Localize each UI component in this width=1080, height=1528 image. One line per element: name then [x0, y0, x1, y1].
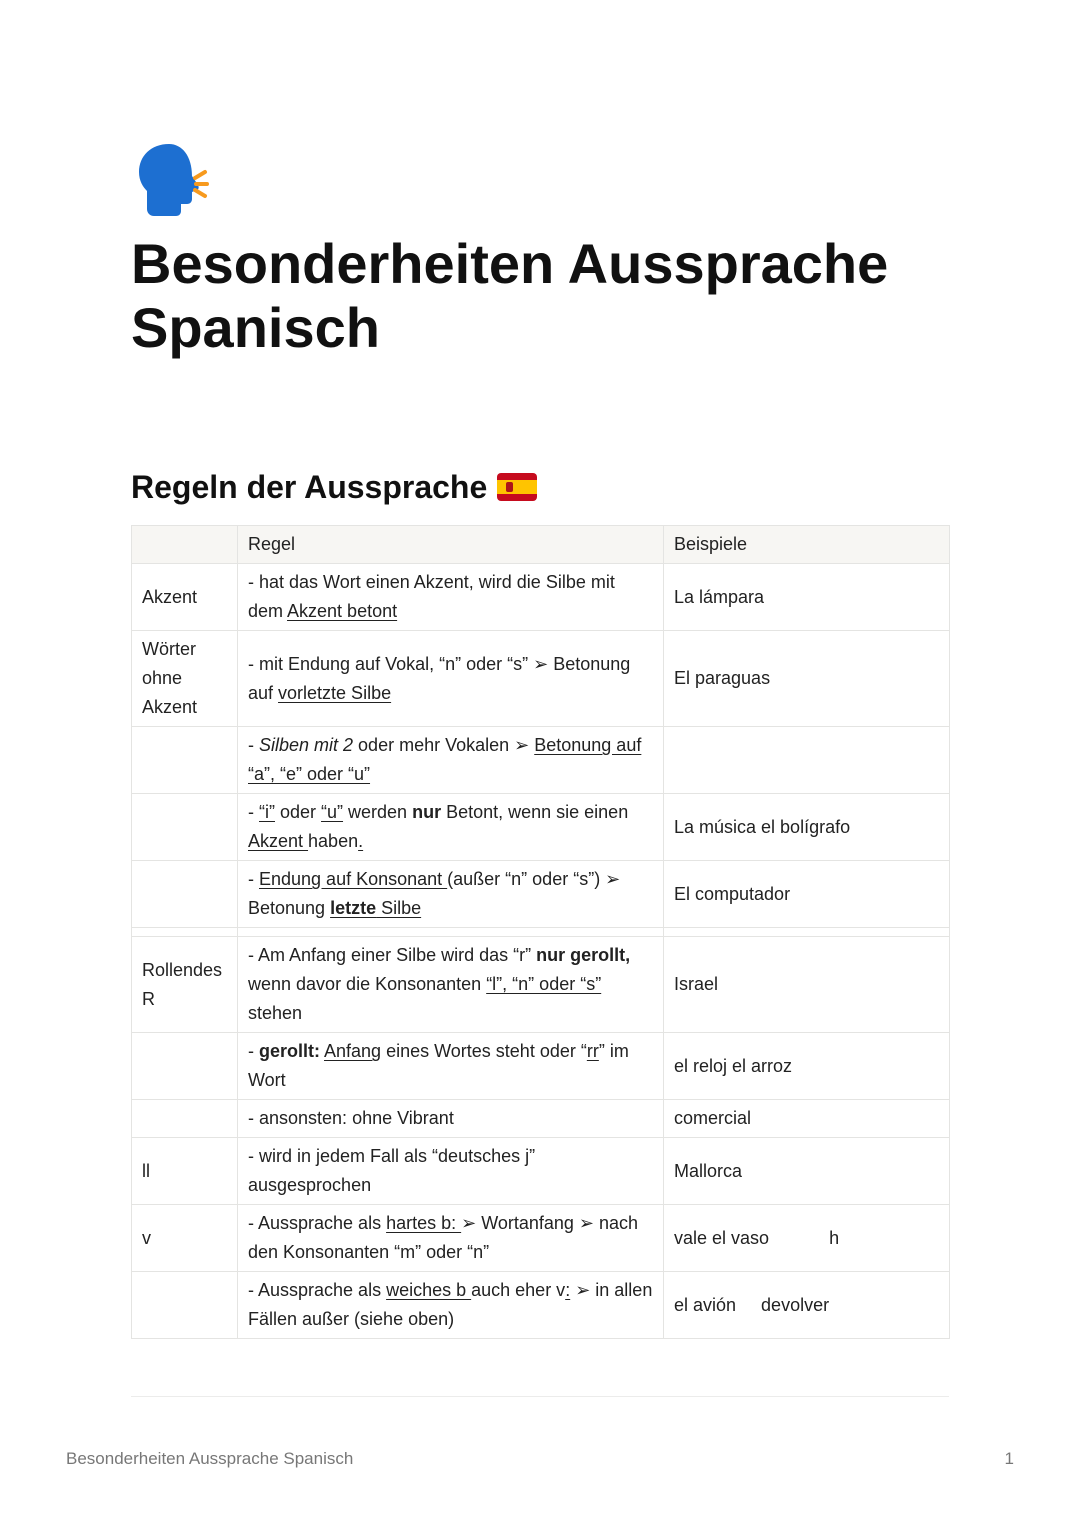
cell-rule: [238, 1100, 664, 1138]
rule-text-segment: Silbe: [376, 898, 422, 918]
header-cell-rule: Regel: [238, 526, 664, 564]
cell-label: [132, 928, 238, 937]
footer-title: Besonderheiten Aussprache Spanisch: [66, 1449, 354, 1468]
cell-label: [132, 1033, 238, 1100]
rule-text-segment: rr: [586, 1041, 599, 1061]
rule-text-segment: ” im Wort: [248, 1041, 629, 1090]
rule-text-segment: Anfang: [324, 1041, 382, 1061]
rule-text-segment: .: [358, 831, 364, 851]
header-cell-example: Beispiele: [664, 526, 950, 564]
rule-text-segment: -: [248, 1041, 259, 1061]
cell-label: ll: [132, 1138, 238, 1205]
rule-text-segment: -: [248, 802, 259, 822]
rule-text-segment: - ansonsten: ohne Vibrant: [248, 1108, 454, 1128]
rule-text-segment: Akzent: [248, 831, 309, 851]
rule-text-segment: ➢ Wortanfang ➢ nach den Konsonanten “m” oder “n”: [248, 1213, 639, 1262]
rule-text-segment: Silben mit 2: [259, 735, 354, 755]
cell-example: El paraguas: [664, 631, 950, 727]
table-spacer-row: [132, 928, 950, 937]
rule-text-segment: :: [565, 1280, 571, 1300]
rule-text-segment: stehen: [248, 1003, 303, 1023]
rule-text-segment: nur gerollt,: [536, 945, 631, 965]
rule-text-segment: wenn davor die Konsonanten: [248, 974, 487, 994]
rule-text-segment: - Am Anfang einer Silbe wird das “r”: [248, 945, 537, 965]
cell-label: [132, 1272, 238, 1339]
rule-text-segment: - Aussprache als: [248, 1280, 387, 1300]
cell-label: Wörter ohne Akzent: [132, 631, 238, 727]
cell-rule: [238, 1033, 664, 1100]
cell-rule: [238, 937, 664, 1033]
cell-rule: [238, 631, 664, 727]
section-heading: [131, 466, 537, 508]
cell-example: El computador: [664, 861, 950, 928]
rule-text-segment: haben: [308, 831, 359, 851]
section-heading-text: Regeln der Aussprache: [131, 469, 488, 505]
footer-page-number: 1: [1004, 1449, 1014, 1468]
rule-text-segment: werden: [343, 802, 413, 822]
cell-example: Israel: [664, 937, 950, 1033]
cell-rule: [238, 1138, 664, 1205]
divider: [131, 1396, 949, 1397]
speaking-head-icon: [133, 140, 213, 220]
rule-text-segment: weiches b: [386, 1280, 472, 1300]
cell-example: [664, 928, 950, 937]
rule-text-segment: nur: [412, 802, 442, 822]
cell-label: Akzent: [132, 564, 238, 631]
cell-label: Rollendes R: [132, 937, 238, 1033]
table-row: [132, 1138, 950, 1205]
table-row: [132, 1100, 950, 1138]
rule-text-segment: -: [248, 869, 259, 889]
cell-label: [132, 1100, 238, 1138]
rule-text-segment: ➢ in allen Fällen außer (siehe oben): [248, 1280, 653, 1329]
table-row: [132, 861, 950, 928]
rule-text-segment: auch eher v: [471, 1280, 566, 1300]
rule-text-segment: Akzent betont: [287, 601, 398, 621]
rule-text-segment: “i”: [259, 802, 275, 822]
cell-rule: [238, 928, 664, 937]
rule-text-segment: “u”: [321, 802, 344, 822]
rule-text-segment: - wird in jedem Fall als “deutsches j” ausgesprochen: [248, 1146, 536, 1195]
cell-label: [132, 861, 238, 928]
table-row: [132, 631, 950, 727]
cell-example: [664, 727, 950, 794]
rule-text-segment: “l”, “n” oder “s”: [486, 974, 602, 994]
cell-rule: [238, 861, 664, 928]
cell-rule: [238, 564, 664, 631]
table-row: [132, 937, 950, 1033]
rule-text-segment: vorletzte Silbe: [278, 682, 392, 703]
cell-rule: [238, 1272, 664, 1339]
cell-example: comercial: [664, 1100, 950, 1138]
cell-example: el avión devolver: [664, 1272, 950, 1339]
table-row: [132, 1205, 950, 1272]
rule-text-segment: eines Wortes steht oder “: [381, 1041, 587, 1061]
table-row: [132, 1033, 950, 1100]
rule-text-segment: - Aussprache als: [248, 1213, 387, 1233]
rule-text-segment: oder: [275, 802, 322, 822]
table-header-row: [132, 526, 950, 564]
cell-label: [132, 727, 238, 794]
rule-text-segment: Betont, wenn sie einen: [441, 802, 629, 822]
pronunciation-rules-table: [131, 525, 950, 1339]
rule-text-segment: oder mehr Vokalen ➢: [353, 735, 535, 755]
rule-text-segment: Endung auf Konsonant: [259, 869, 448, 889]
table-row: [132, 564, 950, 631]
cell-rule: [238, 794, 664, 861]
cell-label: v: [132, 1205, 238, 1272]
page-title: Besonderheiten Aussprache Spanisch: [131, 232, 889, 359]
cell-example: vale el vaso h: [664, 1205, 950, 1272]
cell-rule: [238, 727, 664, 794]
rule-text-segment: - hat das Wort einen Akzent, wird die Silbe mit dem: [248, 572, 615, 621]
table-row: [132, 727, 950, 794]
header-cell-label: [132, 526, 238, 564]
cell-example: el reloj el arroz: [664, 1033, 950, 1100]
cell-example: La música el bolígrafo: [664, 794, 950, 861]
cell-example: La lámpara: [664, 564, 950, 631]
rule-text-segment: gerollt:: [259, 1041, 320, 1061]
table-row: [132, 794, 950, 861]
spain-flag-icon: [497, 473, 537, 501]
table-row: [132, 1272, 950, 1339]
rule-text-segment: (außer “n” oder “s”) ➢ Betonung: [248, 869, 621, 918]
rule-text-segment: - mit Endung auf Vokal, “n” oder “s” ➢ Betonung auf: [248, 653, 631, 703]
cell-rule: [238, 1205, 664, 1272]
cell-label: [132, 794, 238, 861]
rule-text-segment: letzte: [330, 898, 377, 918]
rule-text-segment: Betonung auf “a”, “e” oder “u”: [248, 735, 642, 784]
rule-text-segment: -: [248, 735, 259, 755]
cell-example: Mallorca: [664, 1138, 950, 1205]
rule-text-segment: hartes b:: [386, 1213, 462, 1233]
